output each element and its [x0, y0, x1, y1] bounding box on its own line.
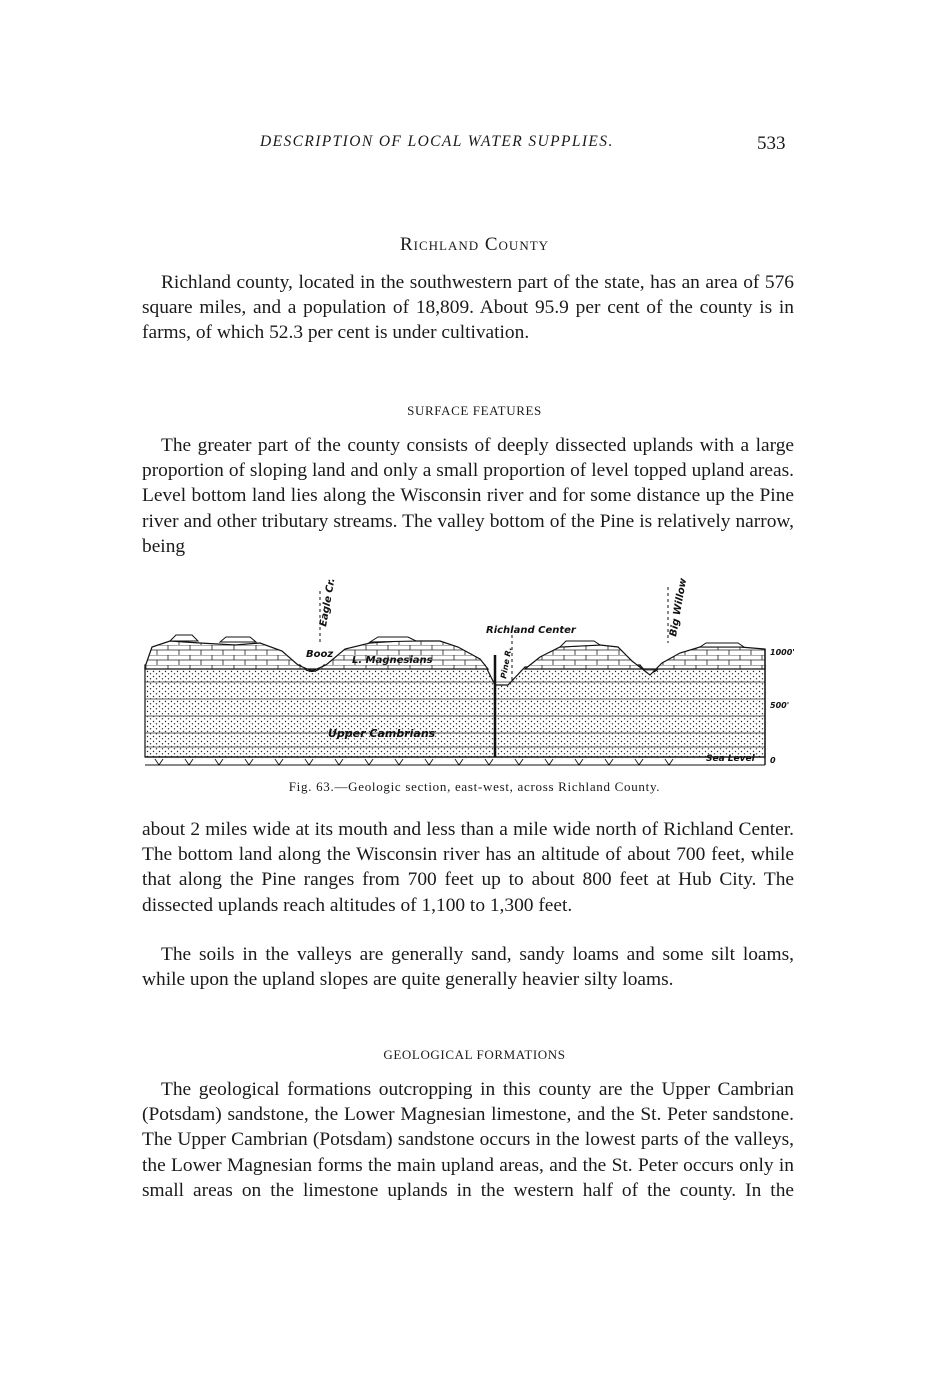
geological-formations-heading: GEOLOGICAL FORMATIONS	[383, 1047, 566, 1062]
intro-paragraph: Richland county, located in the southwestern part of the state, has an area of 576 square miles, and a population of 18,809. About 95.9 per cent of the county is in farms, of which 52.3 per cent is under cultivation.	[142, 272, 794, 344]
surface-features-paragraph-3: The soils in the valleys are generally sand, sandy loams and some silt loams, while upon the upland slopes are quite generally heavier silty loams.	[142, 944, 794, 991]
geological-formations-paragraph-1: The geological formations outcropping in this county are the Upper Cambrian (Potsdam) sandstone, the Lower Magnesian limestone, and the St. Peter sandstone. The Upper Cambrian (Potsdam) sandstone occurs in the lowest parts of the valleys, the Lower Magnesian forms the main upland areas, and the St. Peter occurs only in small areas on the limestone uplands in the western half of the county. In the	[142, 1079, 794, 1201]
surface-features-paragraph-1: The greater part of the county consists of deeply dissected uplands with a large proportion of sloping land and only a small proportion of level topped upland areas. Level bottom land lies along the Wisconsin river and for some distance up the Pine river and other tributary streams. The valley bottom of the Pine is relatively narrow, being	[142, 435, 794, 557]
surface-features-paragraph-2: about 2 miles wide at its mouth and less than a mile wide north of Richland Center. The bottom land along the Wisconsin river has an altitude of about 700 feet, while that along the Pine ranges from 700 feet up to about 800 feet at Hub City. The dissected uplands reach altitudes of 1,100 to 1,300 feet.	[142, 819, 794, 916]
figure-caption: Fig. 63.—Geologic section, east-west, across Richland County.	[288, 779, 661, 794]
page-number: 533	[757, 133, 786, 154]
label-upper-cambrians: Upper Cambrians	[328, 727, 436, 740]
section-title: Richland County	[399, 234, 550, 255]
st-peter-outlier	[170, 635, 198, 641]
label-pine-r: Pine R.	[499, 646, 514, 680]
label-richland-center: Richland Center	[486, 625, 576, 636]
geologic-section-figure	[140, 575, 800, 775]
st-peter-outlier	[370, 637, 416, 642]
label-elev-1000: 1000'	[770, 648, 795, 657]
label-eagle-cr: Eagle Cr.	[318, 577, 338, 628]
label-big-willow-cr: Big Willow Cr.	[668, 575, 693, 638]
label-elev-500: 500'	[770, 701, 790, 710]
st-peter-outlier	[220, 637, 256, 642]
sandstone-layer	[145, 665, 765, 757]
label-sea-level: Sea Level	[706, 754, 755, 764]
surface-features-heading: SURFACE FEATURES	[407, 403, 542, 418]
label-l-magnesians: L. Magnesians	[352, 655, 433, 666]
label-elev-0: 0	[770, 756, 776, 765]
label-booz: Booz	[306, 649, 334, 660]
st-peter-outlier	[700, 643, 744, 647]
running-head: DESCRIPTION OF LOCAL WATER SUPPLIES.	[260, 133, 614, 150]
